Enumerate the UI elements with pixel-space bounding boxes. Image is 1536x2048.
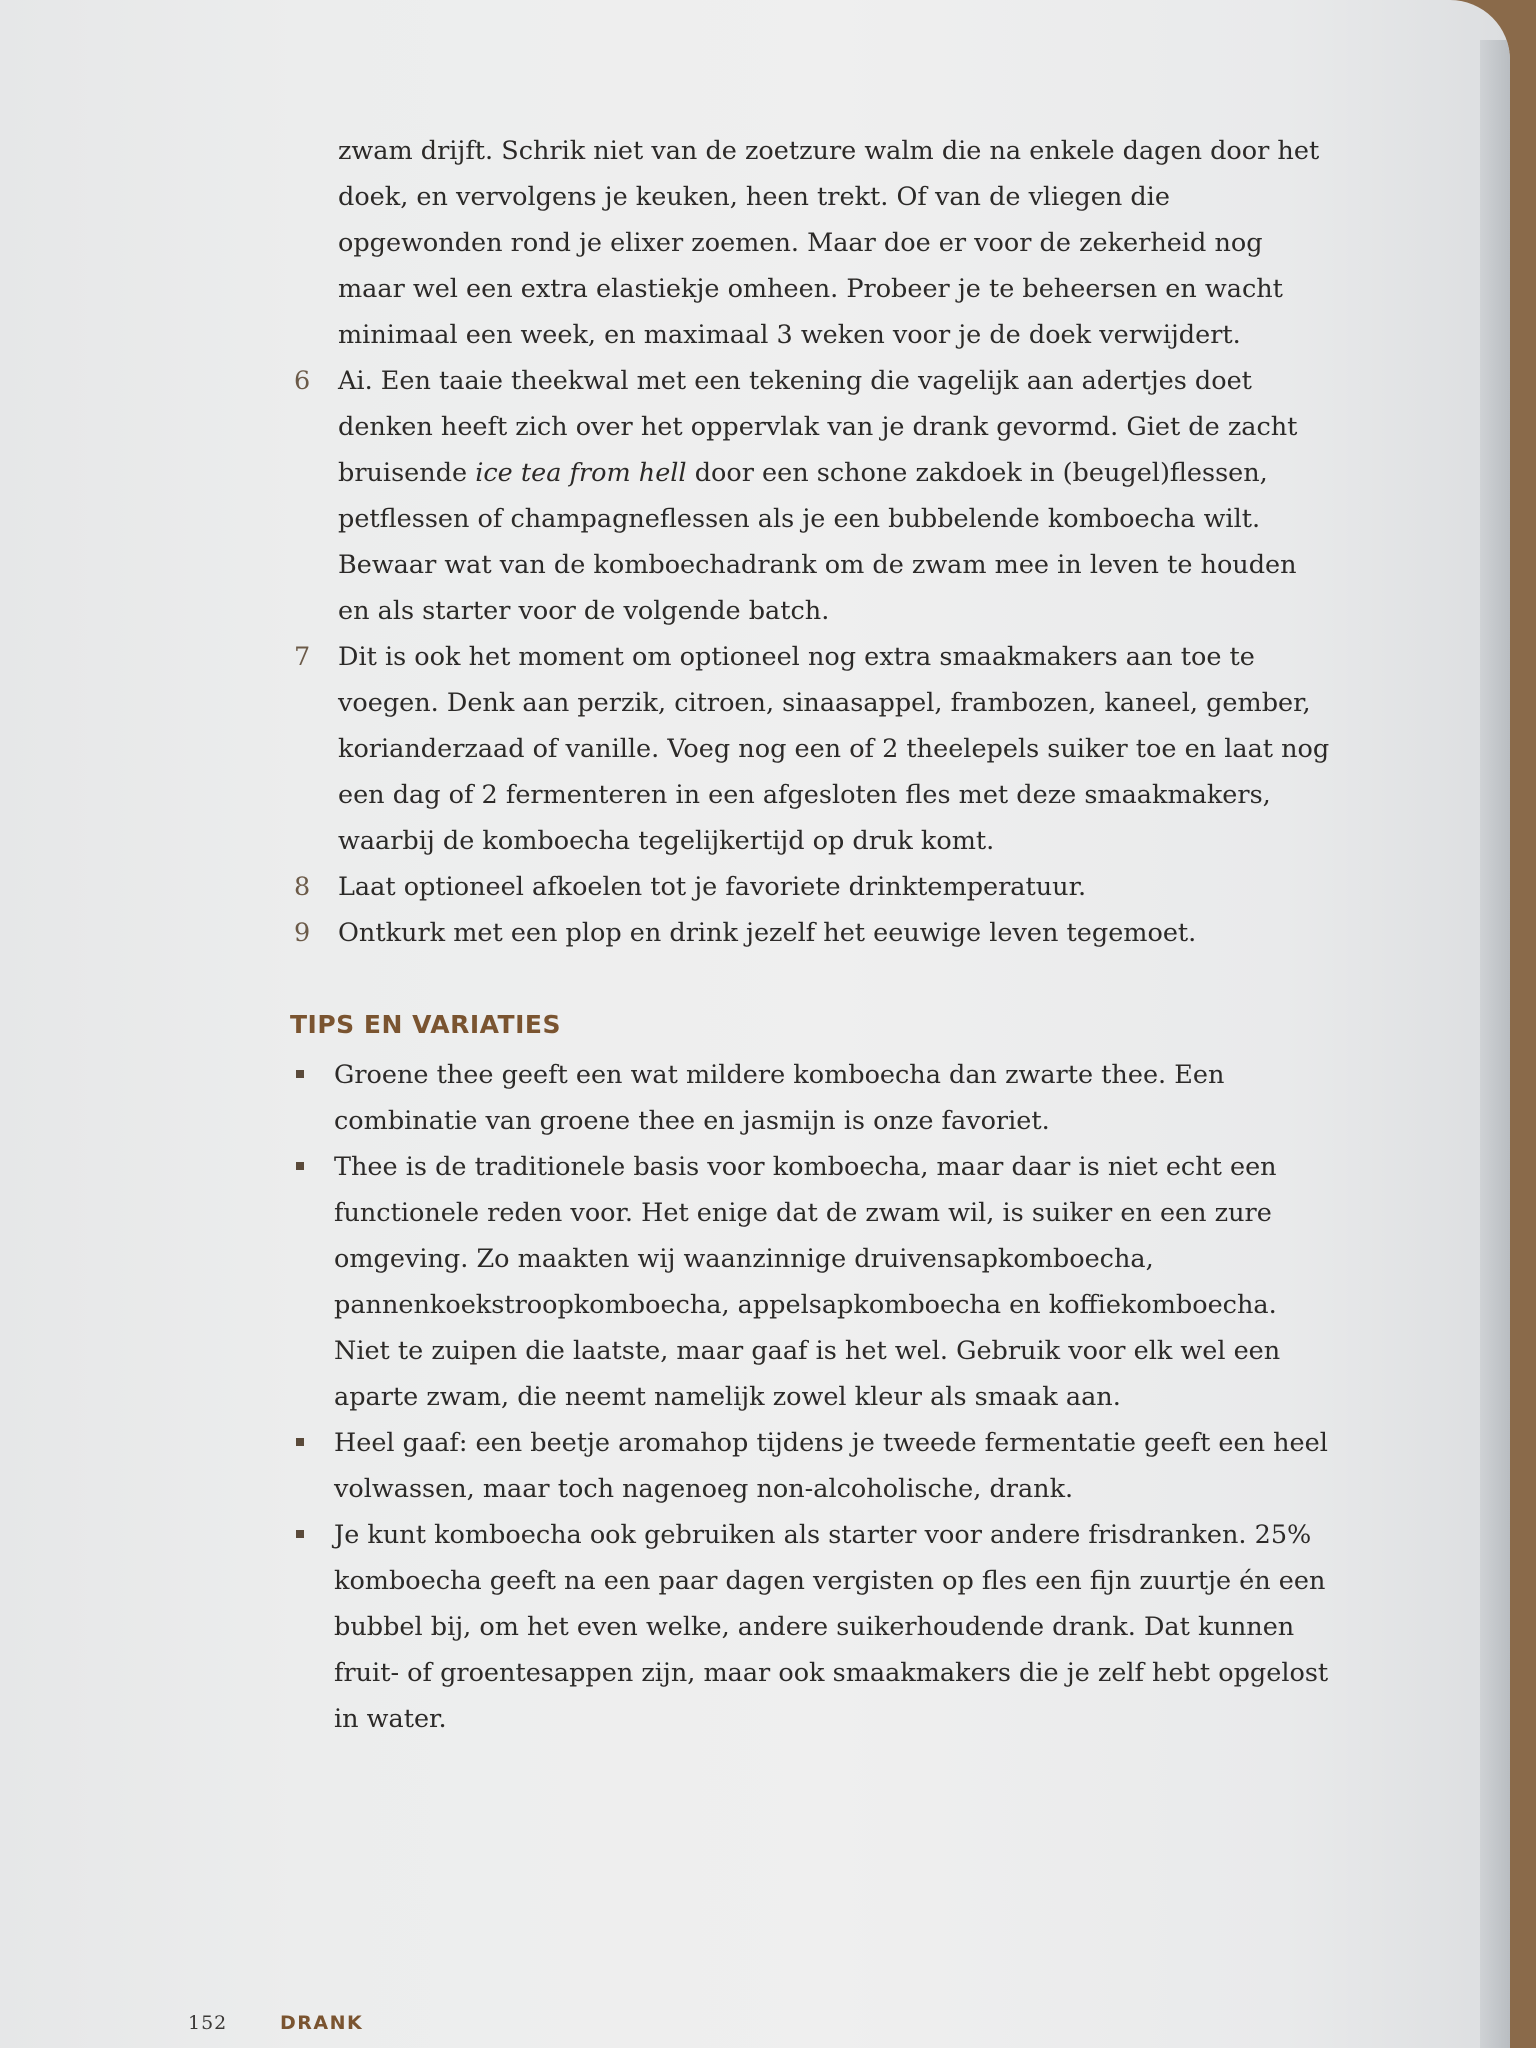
step-item	[290, 910, 1330, 956]
page-number: 152	[188, 2012, 228, 2034]
step-item	[290, 864, 1330, 910]
tip-text: Heel gaaf: een beetje aromahop tijdens je tweede fermentatie geeft een heel volwassen, maar toch nagenoeg non-alcoholische, drank.	[334, 1428, 1328, 1504]
page-footer	[188, 2012, 364, 2035]
step-text: Laat optioneel afkoelen tot je favoriete drinktemperatuur.	[338, 872, 1087, 902]
step-text-continued: door een schone zakdoek in (beugel)flessen, petflessen of champagneflessen als je een bubbelende komboecha wilt. Bewaar wat van de komboechadrank om de zwam mee in leven te houden en als starter voor de volgende batch.	[338, 458, 1297, 626]
tip-text: Je kunt komboecha ook gebruiken als starter voor andere frisdranken. 25% komboecha geeft na een paar dagen vergisten op fles een fijn zuurtje én een bubbel bij, om het even welke, andere suikerhoudende drank. Dat kunnen fruit- of groentesappen zijn, maar ook smaakmakers die je zelf hebt opgelost in water.	[334, 1520, 1329, 1734]
bullet-icon	[296, 1438, 304, 1446]
tip-item	[290, 1512, 1330, 1742]
step-number: 6	[294, 366, 311, 396]
step-item	[290, 358, 1330, 634]
bullet-icon	[296, 1530, 304, 1538]
tips-heading: TIPS EN VARIATIES	[290, 1010, 561, 1039]
step-number: 9	[294, 918, 311, 948]
step-text: Ontkurk met een plop en drink jezelf het eeuwige leven tegemoet.	[338, 918, 1197, 948]
tip-item	[290, 1144, 1330, 1420]
tip-text: Groene thee geeft een wat mildere komboecha dan zwarte thee. Een combinatie van groene thee en jasmijn is onze favoriet.	[334, 1060, 1225, 1136]
page-edge	[1480, 40, 1510, 2048]
section-title: DRANK	[280, 2012, 364, 2034]
step-text-italic: ice tea from hell	[475, 458, 687, 488]
step-text: Dit is ook het moment om optioneel nog extra smaakmakers aan toe te voegen. Denk aan perzik, citroen, sinaasappel, frambozen, kaneel, gember, korianderzaad of vanille. Voeg nog een of 2 theelepels suiker toe en laat nog een dag of 2 fermenteren in een afgesloten fles met deze smaakmakers, waarbij de komboecha tegelijkertijd op druk komt.	[338, 642, 1330, 856]
page-content	[290, 128, 1330, 1742]
step-item	[290, 634, 1330, 864]
tips-list	[290, 1052, 1330, 1742]
tip-item	[290, 1052, 1330, 1144]
step-list	[290, 358, 1330, 956]
tip-text: Thee is de traditionele basis voor komboecha, maar daar is niet echt een functionele reden voor. Het enige dat de zwam wil, is suiker en een zure omgeving. Zo maakten wij waanzinnige druivensapkomboecha, pannenkoekstroopkomboecha, appelsapkomboecha en koffiekomboecha. Niet te zuipen die laatste, maar gaaf is het wel. Gebruik voor elk wel een aparte zwam, die neemt namelijk zowel kleur als smaak aan.	[334, 1152, 1281, 1412]
intro-paragraph: zwam drijft. Schrik niet van de zoetzure walm die na enkele dagen door het doek, en vervolgens je keuken, heen trekt. Of van de vliegen die opgewonden rond je elixer zoemen. Maar doe er voor de zekerheid nog maar wel een extra elastiekje omheen. Probeer je te beheersen en wacht minimaal een week, en maximaal 3 weken voor je de doek verwijdert.	[338, 136, 1320, 350]
tip-item	[290, 1420, 1330, 1512]
step-number: 8	[294, 872, 311, 902]
bullet-icon	[296, 1070, 304, 1078]
step-text: Ai. Een taaie theekwal met een tekening die vagelijk aan adertjes doet denken heeft zich over het oppervlak van je drank gevormd. Giet de zacht bruisende	[338, 366, 1298, 488]
step-number: 7	[294, 642, 311, 672]
bullet-icon	[296, 1162, 304, 1170]
